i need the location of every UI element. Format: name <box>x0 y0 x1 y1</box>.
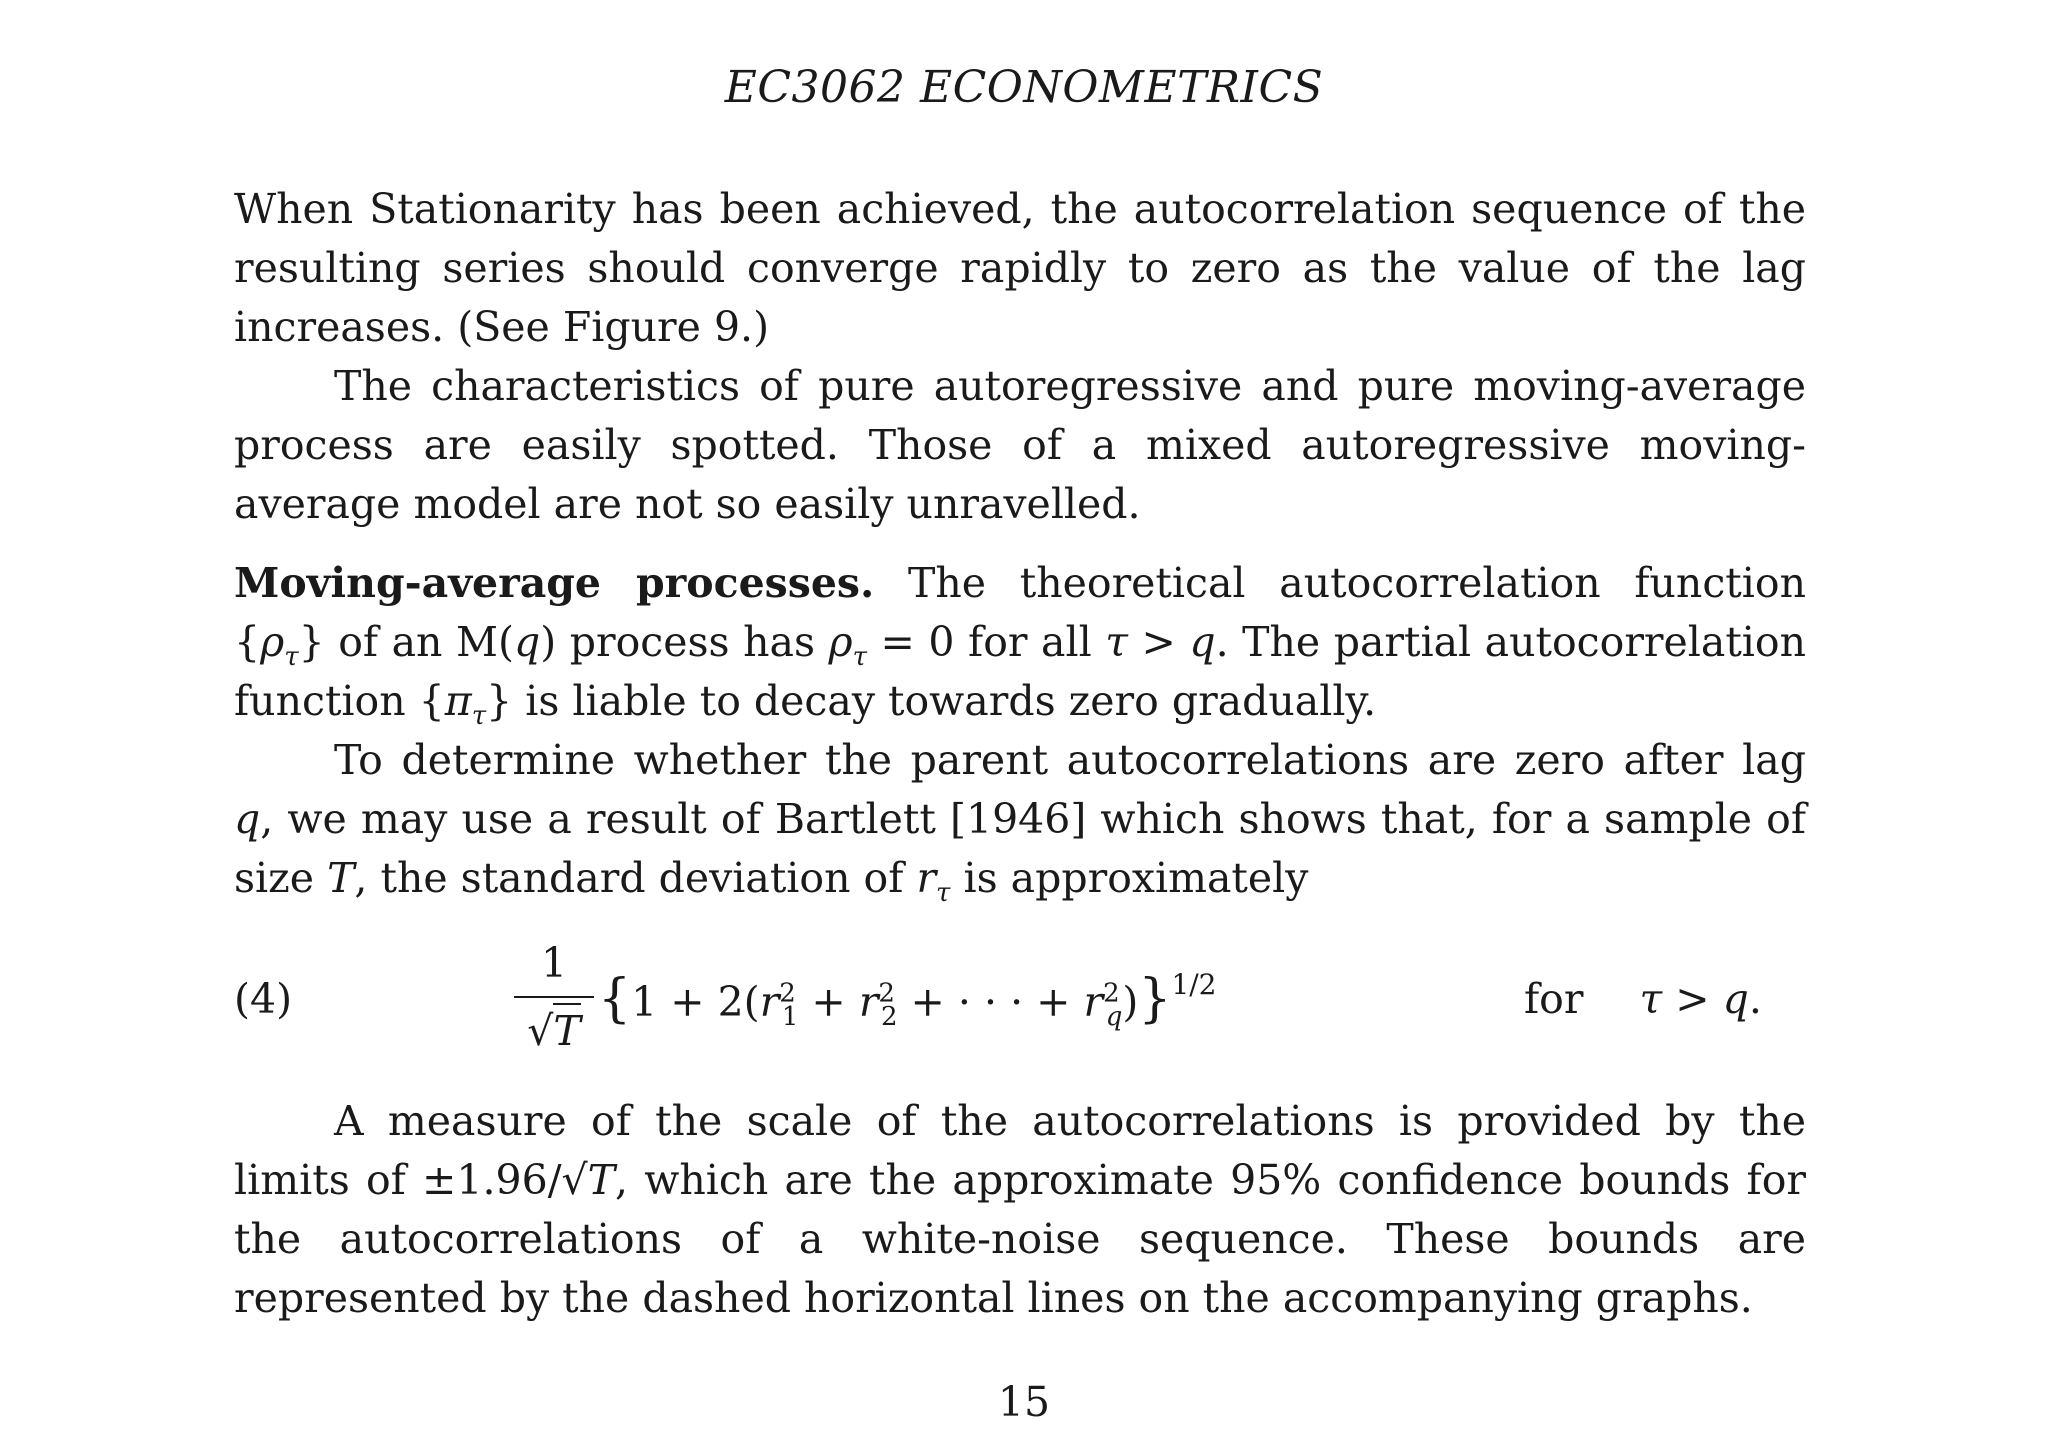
for-label: for <box>1524 975 1584 1023</box>
text-run: ) process has <box>540 618 829 666</box>
math-T: T <box>553 1003 580 1055</box>
open-brace: { <box>598 969 632 1029</box>
text-run: } of an M( <box>298 618 514 666</box>
paragraph-characteristics: The characteristics of pure autoregressive and pure moving-average process are easily spotted. Those of a mixed autoregressive moving-average model are not so easily unravelled. <box>234 362 1806 528</box>
text-run: To determine whether the parent autocorrelations are zero after lag <box>334 736 1806 784</box>
section-heading: Moving-average processes. <box>234 559 875 607</box>
equation-condition <box>1524 970 1762 1029</box>
math-r: r <box>916 854 937 902</box>
math-superscript: 2 <box>878 978 895 1009</box>
math-T: T <box>587 1156 615 1204</box>
text-run: = 0 for all <box>867 618 1106 666</box>
math-T: T <box>327 854 355 902</box>
text-run: , which are the approximate 95% confidence bounds for the autocorrelations of a white-noise sequence. These bounds are represented by the dashed horizontal lines on the accompanying graphs. <box>234 1156 1806 1322</box>
body-text <box>234 180 1806 1328</box>
equation-number: (4) <box>234 975 293 1023</box>
text-run: > <box>1127 618 1190 666</box>
text-run: The theoretical autocorrelation function { <box>234 559 1806 666</box>
text-run: > <box>1662 975 1723 1023</box>
math-r: r <box>759 978 780 1026</box>
math-q: q <box>234 795 261 843</box>
fraction-numerator: 1 <box>540 939 568 987</box>
text-run: ) <box>1122 978 1139 1026</box>
math-q: q <box>513 618 541 666</box>
text-run: , the standard deviation of <box>354 854 917 902</box>
text-run: A measure of the scale of the autocorrelations is provided by the limits of ±1.96/√ <box>234 1097 1806 1204</box>
page-number: 15 <box>997 1378 1051 1426</box>
fraction-denominator <box>514 1002 594 1061</box>
math-rho: ρ <box>828 618 853 666</box>
math-r: r <box>858 978 879 1026</box>
text-run: . The partial autocorrelation function { <box>234 618 1807 725</box>
text-run: + · · · + <box>897 978 1084 1026</box>
math-superscript: 2 <box>1103 978 1120 1009</box>
paragraph-bartlett <box>234 731 1806 908</box>
math-q: q <box>1189 618 1216 666</box>
sqrt-symbol: √ <box>527 1007 554 1055</box>
math-tau: τ <box>1639 975 1663 1023</box>
math-pi: π <box>444 677 472 725</box>
text-run: + <box>798 978 859 1026</box>
math-subscript-tau: τ <box>471 701 487 732</box>
math-rho: ρ <box>260 618 285 666</box>
paragraph-confidence-bounds <box>234 1092 1806 1328</box>
math-subscript: 2 <box>880 1002 898 1033</box>
math-subscript-tau: τ <box>852 642 868 673</box>
math-q: q <box>1722 975 1749 1023</box>
equation-main-expression <box>598 970 1217 1032</box>
equation-4 <box>234 932 1806 1082</box>
math-superscript: 2 <box>779 978 796 1009</box>
math-r: r <box>1083 978 1104 1026</box>
text-run: , we may use a result of Bartlett [1946] which shows that, for a sample of size <box>234 795 1806 902</box>
text-run: 1 + 2( <box>631 978 760 1026</box>
text-run: . <box>1748 975 1762 1023</box>
math-tau: τ <box>1105 618 1128 666</box>
text-run: is approximately <box>950 854 1309 902</box>
running-header: EC3062 ECONOMETRICS <box>724 62 1324 113</box>
paragraph-moving-average <box>234 554 1806 731</box>
paragraph-stationarity: When Stationarity has been achieved, the autocorrelation sequence of the resulting series should converge rapidly to zero as the value of the lag increases. (See Figure 9.) <box>234 185 1806 351</box>
math-subscript: q <box>1105 1002 1123 1033</box>
text-run: } is liable to decay towards zero gradually. <box>486 677 1377 725</box>
close-brace: } <box>1138 969 1172 1029</box>
math-subscript-tau: τ <box>936 878 951 909</box>
fraction-bar <box>514 996 594 998</box>
math-subscript: 1 <box>781 1002 799 1033</box>
math-exponent: 1/2 <box>1171 968 1217 1001</box>
math-subscript-tau: τ <box>284 642 299 673</box>
